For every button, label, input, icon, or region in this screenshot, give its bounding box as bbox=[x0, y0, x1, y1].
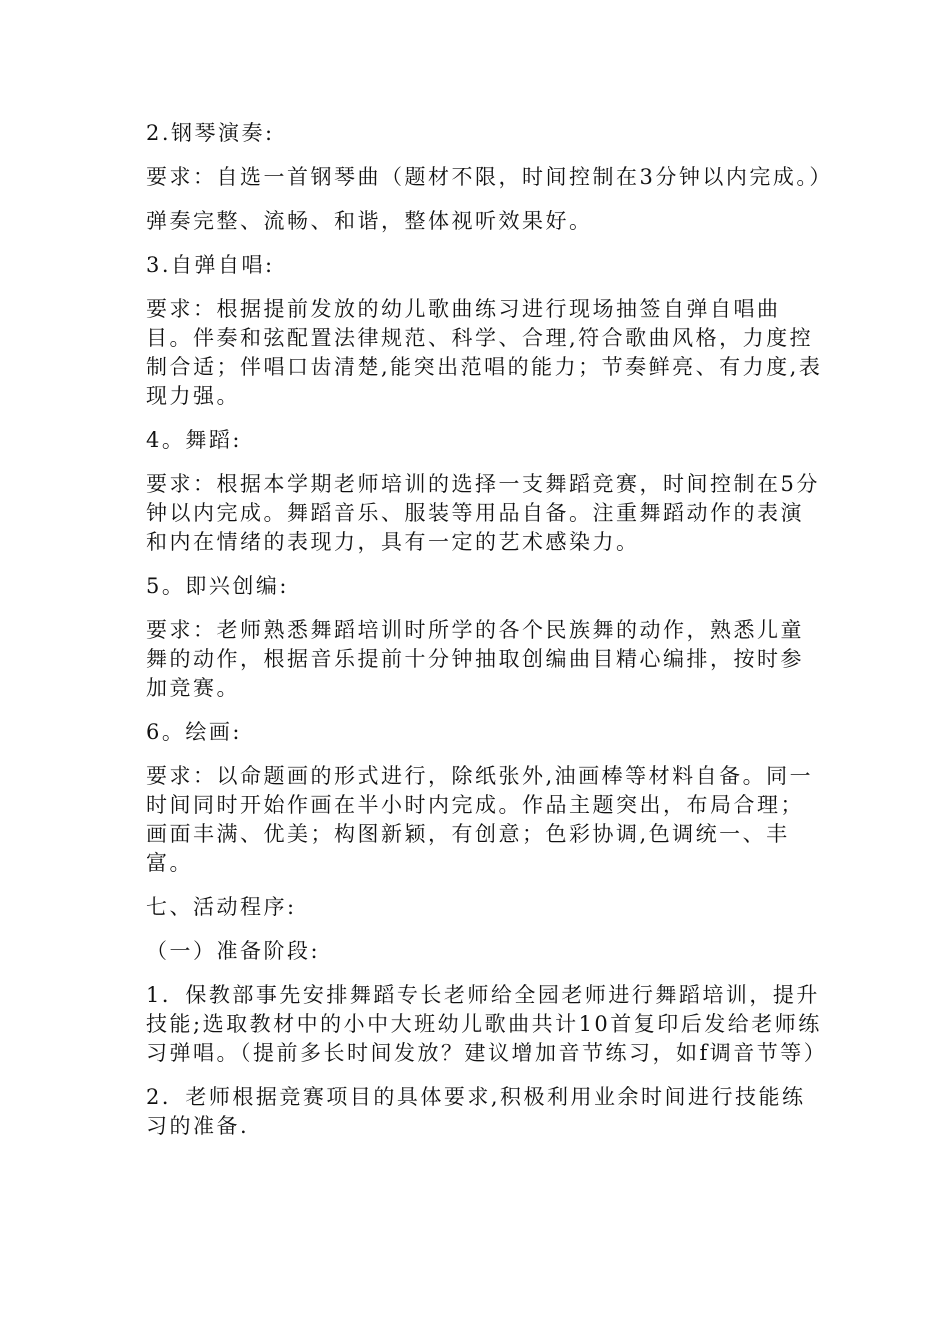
improv-requirement: 要求：老师熟悉舞蹈培训时所学的各个民族舞的动作，熟悉儿童舞的动作，根据音乐提前十分钟抽取创编曲目精心编排，按时参加竞赛。 bbox=[146, 618, 804, 700]
section-heading-procedure: 七、活动程序: bbox=[146, 895, 297, 919]
section-heading-painting: 6。绘画: bbox=[146, 720, 242, 744]
dance-requirement: 要求：根据本学期老师培训的选择一支舞蹈竞赛，时间控制在5分钟以内完成。舞蹈音乐、服装等用品自备。注重舞蹈动作的表演和内在情绪的表现力，具有一定的艺术感染力。 bbox=[146, 472, 820, 554]
sing-play-requirement: 要求：根据提前发放的幼儿歌曲练习进行现场抽签自弹自唱曲目。伴奏和弦配置法律规范、科学、合理,符合歌曲风格，力度控制合适；伴唱口齿清楚,能突出范唱的能力；节奏鲜亮、有力度,表现力强。 bbox=[146, 297, 823, 408]
document-body bbox=[146, 119, 833, 1156]
section-heading-dance: 4。舞蹈: bbox=[146, 428, 242, 452]
piano-requirement: 要求：自选一首钢琴曲（题材不限，时间控制在3分钟以内完成。） bbox=[146, 165, 833, 189]
section-heading-sing-play: 3.自弹自唱: bbox=[146, 253, 275, 277]
piano-criteria: 弹奏完整、流畅、和谐，整体视听效果好。 bbox=[146, 209, 593, 233]
section-heading-piano: 2.钢琴演奏: bbox=[146, 121, 275, 145]
preparation-item-2: 2．老师根据竞赛项目的具体要求,积极利用业余时间进行技能练习的准备. bbox=[146, 1085, 806, 1138]
section-heading-improv: 5。即兴创编: bbox=[146, 574, 289, 598]
painting-requirement: 要求：以命题画的形式进行，除纸张外,油画棒等材料自备。同一时间同时开始作画在半小时内完成。作品主题突出，布局合理；画面丰满、优美；构图新颖，有创意；色彩协调,色调统一、丰富。 bbox=[146, 764, 814, 875]
preparation-item-1: 1．保教部事先安排舞蹈专长老师给全园老师进行舞蹈培训，提升技能;选取教材中的小中大班幼儿歌曲共计10首复印后发给老师练习弹唱。（提前多长时间发放？建议增加音节练习，如f调音节等） bbox=[146, 983, 828, 1065]
subsection-heading-preparation: （一）准备阶段: bbox=[146, 939, 321, 963]
